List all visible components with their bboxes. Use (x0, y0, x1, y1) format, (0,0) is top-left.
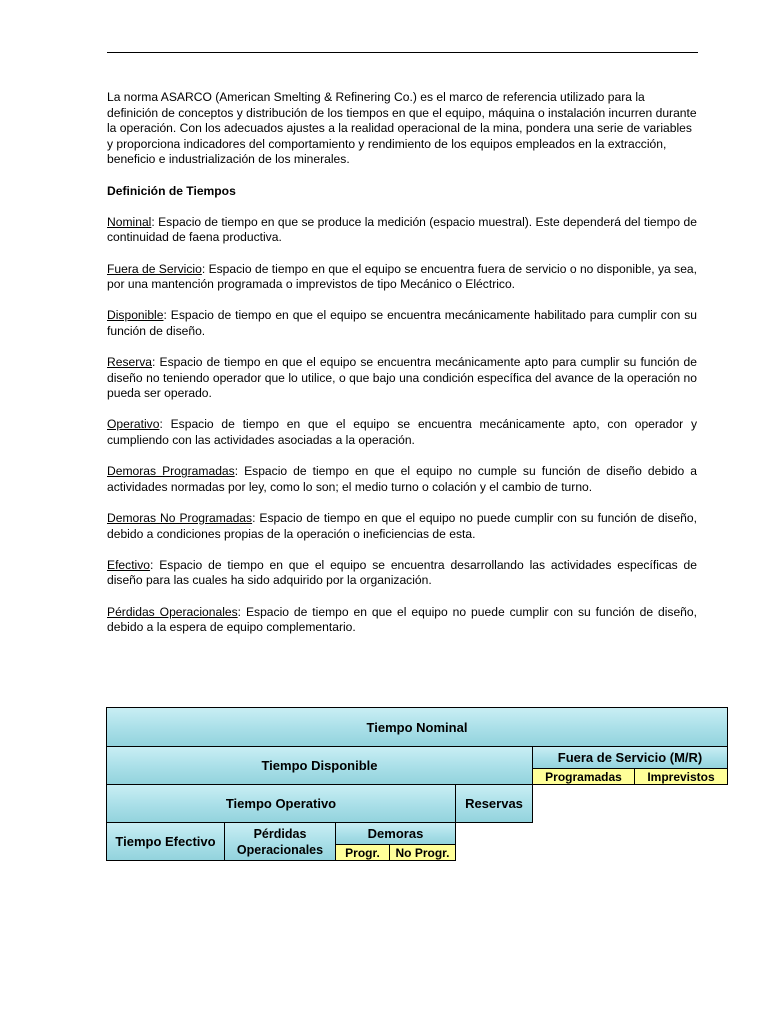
fuera-de-servicio-box: Fuera de Servicio (M/R) (532, 746, 728, 769)
section-heading: Definición de Tiempos (107, 183, 236, 198)
definition-text: : Espacio de tiempo en que el equipo se encuentra desarrollando las actividades específicas de diseño para las cuales ha sido adquirido por la organización. (107, 557, 697, 588)
definition-efectivo (107, 558, 697, 589)
definition-demoras-no-programadas (107, 511, 697, 542)
perdidas-operacionales-box: Pérdidas Operacionales (224, 822, 336, 861)
definition-text: : Espacio de tiempo en que el equipo no puede cumplir con su función de diseño, debido a condiciones propias de la operación o ineficiencias de esta. (107, 511, 697, 541)
definition-term: Reserva (107, 355, 153, 370)
definition-nominal (107, 215, 697, 246)
definition-fuera-de-servicio (107, 262, 697, 293)
no-progr-box: No Progr. (389, 844, 456, 861)
tiempo-efectivo-box: Tiempo Efectivo (106, 822, 225, 861)
document-body (107, 90, 697, 651)
definition-perdidas-operacionales (107, 605, 697, 636)
definition-term: Pérdidas Operacionales (107, 604, 238, 619)
definition-reserva (107, 355, 697, 402)
tiempo-disponible-box: Tiempo Disponible (106, 746, 533, 785)
definition-term: Demoras Programadas (107, 464, 235, 479)
progr-box: Progr. (335, 844, 390, 861)
tiempo-operativo-box: Tiempo Operativo (106, 784, 456, 823)
definition-text: : Espacio de tiempo en que el equipo se encuentra mecánicamente apto para cumplir su función de diseño no teniendo operador que lo utilice, o que bajo una condición específica del avance de la operación no pueda ser operado. (107, 355, 697, 401)
intro-paragraph: La norma ASARCO (American Smelting & Refinering Co.) es el marco de referencia utilizado para la definición de conceptos y distribución de los tiempos en que el equipo, máquina o instalación incurren durante la operación. Con los adecuados ajustes a la realidad operacional de la mina, pondera una serie de variables y proporciona indicadores del comportamiento y rendimiento de los equipos empleados en la extracción, beneficio e industrialización de los minerales. (107, 90, 697, 167)
programadas-box: Programadas (532, 768, 635, 785)
tiempo-nominal-box: Tiempo Nominal (106, 707, 728, 747)
definition-text: : Espacio de tiempo en que el equipo no puede cumplir con su función de diseño, debido a la espera de equipo complementario. (107, 604, 697, 635)
reservas-box: Reservas (455, 784, 533, 823)
header-rule (107, 52, 698, 53)
definition-term: Disponible (107, 308, 164, 323)
definition-disponible (107, 308, 697, 339)
definition-term: Fuera de Servicio (107, 261, 202, 276)
imprevistos-box: Imprevistos (634, 768, 728, 785)
definition-text: : Espacio de tiempo en que el equipo se encuentra fuera de servicio o no disponible, ya sea, por una mantención programada o imprevistos de tipo Mecánico o Eléctrico. (107, 261, 697, 292)
definition-demoras-programadas (107, 464, 697, 495)
definition-term: Operativo (107, 417, 160, 432)
definition-text: : Espacio de tiempo en que el equipo no cumple su función de diseño debido a actividades normadas por ley, como lo son; el medio turno o colación y el cambio de turno. (107, 464, 697, 494)
definition-term: Nominal (107, 214, 152, 229)
definition-term: Demoras No Programadas (107, 511, 253, 526)
definition-text: : Espacio de tiempo en que se produce la medición (espacio muestral). Este dependerá del tiempo de continuidad de faena productiva. (107, 214, 697, 245)
definition-text: : Espacio de tiempo en que el equipo se encuentra mecánicamente habilitado para cumplir con su función de diseño. (107, 308, 697, 338)
definition-term: Efectivo (107, 557, 151, 572)
demoras-box: Demoras (335, 822, 456, 845)
definition-operativo (107, 417, 697, 448)
definition-text: : Espacio de tiempo en que el equipo se encuentra mecánicamente apto, con operador y cumpliendo con las actividades asociadas a la operación. (107, 417, 697, 448)
